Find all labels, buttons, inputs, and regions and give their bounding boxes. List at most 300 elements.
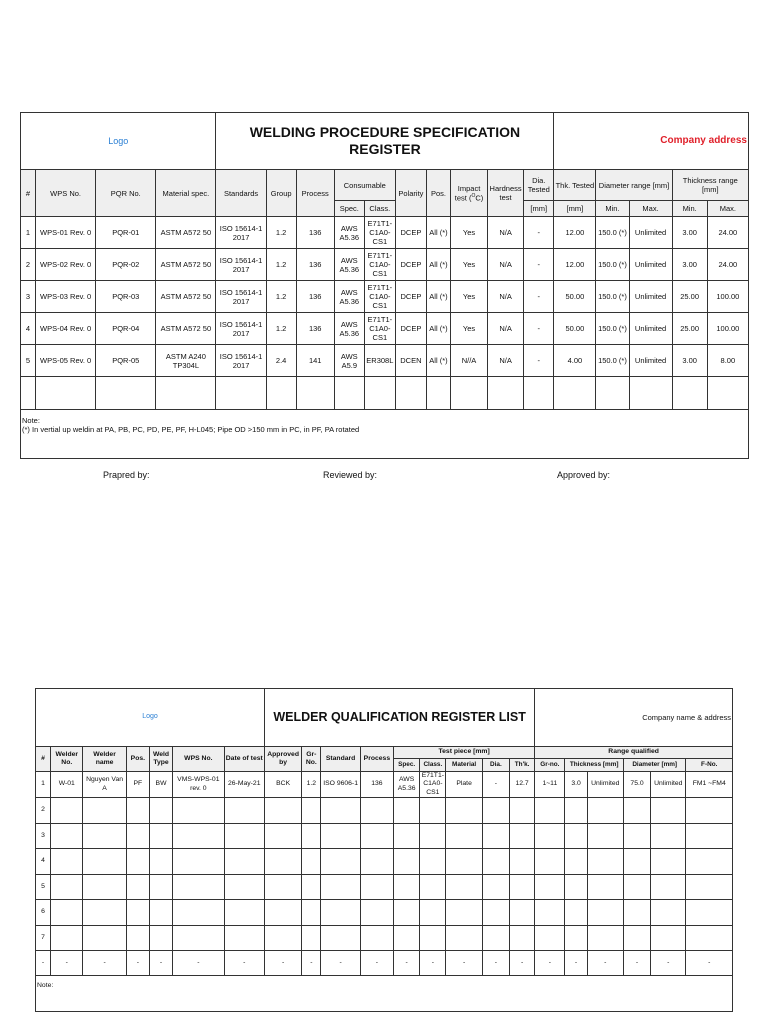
cell-material: [446, 849, 482, 875]
cell-process: 141: [296, 345, 334, 377]
cell-weld-type: [149, 823, 172, 849]
col-impact: Impact test ($^O$C): [450, 170, 487, 217]
cell-material: ASTM A572 50: [156, 249, 216, 281]
cell-pos: All (*): [426, 249, 450, 281]
cell-dia-min: 150.0 (*): [596, 217, 629, 249]
cell-class: ER308L: [364, 345, 395, 377]
col-dia-tested: Dia. Tested: [524, 170, 554, 201]
note-label: Note:: [36, 976, 733, 1012]
cell-no: 4: [21, 313, 36, 345]
cell-thk: [509, 900, 534, 926]
col-pos: Pos.: [426, 170, 450, 217]
cell-thk: [509, 798, 534, 824]
cell-pos: PF: [126, 772, 149, 798]
col-standards: Standards: [216, 170, 266, 217]
col-standard: Standard: [321, 747, 360, 772]
cell-pos: All (*): [426, 313, 450, 345]
cell-class: E71T1-C1A0-CS1: [364, 281, 395, 313]
cell-process: 136: [296, 217, 334, 249]
cell-standard: ISO 9606-1: [321, 772, 360, 798]
cell-no: 3: [36, 823, 51, 849]
col-wps-no: WPS No.: [173, 747, 224, 772]
cell-polarity: DCEN: [395, 345, 426, 377]
cell-thk-max: [587, 798, 623, 824]
cell-class: [420, 900, 446, 926]
note-row: [21, 410, 749, 459]
cell-f-no: [686, 925, 733, 951]
cell-welder-name: [83, 925, 126, 951]
cell-welder-no: [51, 849, 83, 875]
cell-date: [224, 798, 264, 824]
cell-thk-min: 25.00: [672, 313, 707, 345]
cell-spec: AWS A5.9: [334, 345, 364, 377]
cell-impact: N//A: [450, 345, 487, 377]
col-no: #: [36, 747, 51, 772]
table-row: [36, 849, 733, 875]
cell-process: 136: [360, 772, 393, 798]
cell-date: [224, 874, 264, 900]
col-dia-range: Diameter range [mm]: [596, 170, 672, 201]
cell-f-no: [686, 823, 733, 849]
cell-thk-min: 3.00: [672, 249, 707, 281]
cell-no: 1: [36, 772, 51, 798]
col-process: Process: [296, 170, 334, 217]
cell-thk: -: [509, 951, 534, 976]
cell-dia-max: Unlimited: [651, 772, 686, 798]
cell-range-gr-no: [535, 925, 565, 951]
cell-polarity: DCEP: [395, 281, 426, 313]
cell-weld-type: [149, 849, 172, 875]
cell-hardness: N/A: [488, 281, 524, 313]
col-group: Group: [266, 170, 296, 217]
cell-pos: [126, 849, 149, 875]
col-thk-tested: Thk. Tested: [554, 170, 596, 201]
cell-spec: [394, 900, 420, 926]
cell-standard: [321, 925, 360, 951]
cell-process: [360, 798, 393, 824]
cell-pqr-no: PQR-05: [96, 345, 156, 377]
cell-welder-name: [83, 798, 126, 824]
cell-wps-no: [173, 900, 224, 926]
cell-gr-no: [302, 798, 321, 824]
cell-thk-tested: 12.00: [554, 217, 596, 249]
col-class: Class.: [420, 759, 446, 772]
cell-thk-max: -: [587, 951, 623, 976]
cell-no: 2: [36, 798, 51, 824]
col-test-piece: Test piece [mm]: [394, 747, 535, 759]
cell-gr-no: [302, 874, 321, 900]
cell-dia: [482, 874, 509, 900]
cell-dia-tested: -: [524, 281, 554, 313]
company-name-address: Company name & address: [535, 689, 733, 747]
cell-thk-max: 24.00: [707, 249, 748, 281]
cell-wps-no: -: [173, 951, 224, 976]
note-label: Note:: [22, 416, 40, 425]
cell-dia-tested: -: [524, 345, 554, 377]
col-dia-unit: [mm]: [524, 201, 554, 217]
col-pqr-no: PQR No.: [96, 170, 156, 217]
cell-pqr-no: PQR-03: [96, 281, 156, 313]
cell-dia-max: [651, 823, 686, 849]
table-row-empty: [21, 377, 749, 410]
cell-thk-min: [565, 925, 587, 951]
cell-thk: [509, 823, 534, 849]
cell-impact: Yes: [450, 249, 487, 281]
cell-pos: [126, 823, 149, 849]
cell-dia-min: 150.0 (*): [596, 281, 629, 313]
col-thk-min: Min.: [672, 201, 707, 217]
cell-process: [360, 925, 393, 951]
cell-dia-min: 150.0 (*): [596, 249, 629, 281]
cell-standard: [321, 874, 360, 900]
approved-by-label: Approved by:: [557, 470, 611, 480]
cell-class: [420, 798, 446, 824]
col-wps-no: WPS No.: [36, 170, 96, 217]
cell-dia: -: [482, 772, 509, 798]
cell-f-no: -: [686, 951, 733, 976]
cell-dia-min: [623, 798, 650, 824]
cell-wps-no: WPS-04 Rev. 0: [36, 313, 96, 345]
cell-dia: [482, 798, 509, 824]
table-row: [36, 772, 733, 798]
col-dia-min: Min.: [596, 201, 629, 217]
cell-spec: AWS A5.36: [334, 217, 364, 249]
cell-date: 26-May-21: [224, 772, 264, 798]
cell-group: 1.2: [266, 217, 296, 249]
cell-weld-type: [149, 900, 172, 926]
cell-date: [224, 900, 264, 926]
cell-process: [360, 900, 393, 926]
cell-standards: ISO 15614-1 2017: [216, 281, 266, 313]
cell-standards: ISO 15614-1 2017: [216, 313, 266, 345]
cell-thk-max: [587, 823, 623, 849]
cell-pos: [126, 798, 149, 824]
cell-dia-min: -: [623, 951, 650, 976]
cell-standards: ISO 15614-1 2017: [216, 217, 266, 249]
cell-thk-min: [565, 798, 587, 824]
cell-wps-no: [173, 925, 224, 951]
cell-approved-by: [264, 925, 301, 951]
col-pos: Pos.: [126, 747, 149, 772]
cell-group: 1.2: [266, 249, 296, 281]
cell-dia-max: [651, 874, 686, 900]
col-process: Process: [360, 747, 393, 772]
cell-approved-by: BCK: [264, 772, 301, 798]
cell-dia-min: 75.0: [623, 772, 650, 798]
col-material: Material spec.: [156, 170, 216, 217]
cell-no: 5: [21, 345, 36, 377]
cell-date: [224, 925, 264, 951]
cell-spec: AWS A5.36: [334, 249, 364, 281]
cell-dia-tested: -: [524, 313, 554, 345]
col-thk-unit: [mm]: [554, 201, 596, 217]
cell-dia-max: Unlimited: [629, 217, 672, 249]
cell-dia-min: [623, 900, 650, 926]
cell-no: 4: [36, 849, 51, 875]
cell-thk-min: 3.0: [565, 772, 587, 798]
cell-wps-no: VMS-WPS-01 rev. 0: [173, 772, 224, 798]
cell-f-no: FM1 ~FM4: [686, 772, 733, 798]
cell-thk-max: 100.00: [707, 313, 748, 345]
cell-class: E71T1-C1A0-CS1: [421, 772, 444, 796]
cell-pos: [126, 874, 149, 900]
cell-material: -: [446, 951, 482, 976]
cell-range-gr-no: -: [535, 951, 565, 976]
cell-dia-max: Unlimited: [629, 281, 672, 313]
cell-thk-min: 25.00: [672, 281, 707, 313]
table-row: [21, 345, 749, 377]
cell-wps-no: WPS-01 Rev. 0: [36, 217, 96, 249]
table-row: [36, 798, 733, 824]
cell-thk-max: [587, 925, 623, 951]
logo-placeholder: Logo: [21, 113, 216, 170]
cell-approved-by: [264, 798, 301, 824]
cell-thk: [509, 874, 534, 900]
col-date: Date of test: [224, 747, 264, 772]
table-row: [21, 249, 749, 281]
table-row: [21, 313, 749, 345]
cell-weld-type: -: [149, 951, 172, 976]
table-row: [21, 217, 749, 249]
cell-thk: [509, 849, 534, 875]
cell-dia-tested: -: [524, 217, 554, 249]
cell-range-gr-no: [535, 849, 565, 875]
cell-no: 1: [21, 217, 36, 249]
cell-process: -: [360, 951, 393, 976]
cell-weld-type: BW: [149, 772, 172, 798]
cell-group: 1.2: [266, 281, 296, 313]
cell-spec: AWS A5.36: [334, 281, 364, 313]
cell-dia-min: [623, 925, 650, 951]
cell-dia-max: [651, 900, 686, 926]
cell-gr-no: [302, 849, 321, 875]
cell-impact: Yes: [450, 281, 487, 313]
cell-dia-max: Unlimited: [629, 313, 672, 345]
cell-f-no: [686, 798, 733, 824]
cell-material: [446, 874, 482, 900]
cell-group: 2.4: [266, 345, 296, 377]
prepared-by-label: Prapred by:: [103, 470, 150, 480]
col-spec: Spec.: [334, 201, 364, 217]
cell-gr-no: [302, 900, 321, 926]
cell-f-no: [686, 874, 733, 900]
cell-class: [420, 925, 446, 951]
cell-dia-max: [651, 925, 686, 951]
cell-welder-no: [51, 874, 83, 900]
cell-material: [446, 925, 482, 951]
table-row: [36, 874, 733, 900]
cell-material: [446, 798, 482, 824]
wps-header-row: [21, 113, 749, 170]
cell-approved-by: [264, 823, 301, 849]
cell-thk-max: 100.00: [707, 281, 748, 313]
col-gr-no: Gr-No.: [302, 747, 321, 772]
cell-range-gr-no: [535, 823, 565, 849]
cell-dia-min: [623, 874, 650, 900]
cell-spec: [394, 823, 420, 849]
cell-thk-min: 3.00: [672, 345, 707, 377]
cell-weld-type: [149, 874, 172, 900]
cell-thk-tested: 50.00: [554, 281, 596, 313]
cell-wps-no: WPS-05 Rev. 0: [36, 345, 96, 377]
col-thk-range: Thickness range [mm]: [672, 170, 748, 201]
reviewed-by-label: Reviewed by:: [323, 470, 378, 480]
cell-hardness: N/A: [488, 313, 524, 345]
cell-weld-type: [149, 925, 172, 951]
col-hardness: Hardness test: [488, 170, 524, 217]
cell-pqr-no: PQR-01: [96, 217, 156, 249]
cell-dia: [482, 925, 509, 951]
cell-material: [446, 900, 482, 926]
col-range-thickness: Thickness [mm]: [565, 759, 623, 772]
col-range-qualified: Range qualified: [535, 747, 733, 759]
col-approved-by: Approved by: [264, 747, 301, 772]
cell-approved-by: [264, 849, 301, 875]
cell-process: 136: [296, 281, 334, 313]
cell-material: ASTM A240 TP304L: [156, 345, 216, 377]
cell-standards: ISO 15614-1 2017: [216, 249, 266, 281]
cell-spec: [394, 874, 420, 900]
col-thk-max: Max.: [707, 201, 748, 217]
cell-standard: -: [321, 951, 360, 976]
cell-impact: Yes: [450, 313, 487, 345]
cell-pos: All (*): [426, 345, 450, 377]
cell-wps-no: [173, 849, 224, 875]
cell-material: Plate: [446, 772, 482, 798]
cell-dia-min: [623, 849, 650, 875]
cell-class: E71T1-C1A0-CS1: [364, 249, 395, 281]
cell-range-gr-no: [535, 874, 565, 900]
cell-dia-max: -: [651, 951, 686, 976]
cell-no: -: [36, 951, 51, 976]
cell-approved-by: -: [264, 951, 301, 976]
cell-approved-by: [264, 874, 301, 900]
cell-standard: [321, 900, 360, 926]
cell-spec: [394, 925, 420, 951]
cell-hardness: N/A: [488, 217, 524, 249]
cell-thk-min: -: [565, 951, 587, 976]
cell-welder-no: [51, 823, 83, 849]
cell-thk-min: [565, 900, 587, 926]
cell-thk-tested: 4.00: [554, 345, 596, 377]
cell-wps-no: WPS-02 Rev. 0: [36, 249, 96, 281]
page-title: WELDING PROCEDURE SPECIFICATION REGISTER: [216, 113, 554, 170]
cell-no: 3: [21, 281, 36, 313]
cell-weld-type: [149, 798, 172, 824]
col-welder-no: Welder No.: [51, 747, 83, 772]
cell-thk-min: 3.00: [672, 217, 707, 249]
table-row: [36, 823, 733, 849]
cell-pos: All (*): [426, 217, 450, 249]
cell-welder-no: [51, 925, 83, 951]
cell-welder-no: -: [51, 951, 83, 976]
company-address: Company address: [554, 113, 749, 170]
cell-dia-tested: -: [524, 249, 554, 281]
col-no: #: [21, 170, 36, 217]
cell-thk-min: [565, 849, 587, 875]
cell-spec: -: [394, 951, 420, 976]
cell-thk-max: 8.00: [707, 345, 748, 377]
cell-process: [360, 874, 393, 900]
table-row: [36, 951, 733, 976]
cell-pos: [126, 925, 149, 951]
cell-date: -: [224, 951, 264, 976]
cell-dia: [482, 823, 509, 849]
col-polarity: Polarity: [395, 170, 426, 217]
cell-polarity: DCEP: [395, 217, 426, 249]
cell-material: ASTM A572 50: [156, 217, 216, 249]
note-row: [36, 976, 733, 1012]
cell-welder-no: [51, 900, 83, 926]
cell-hardness: N/A: [488, 345, 524, 377]
cell-thk-tested: 50.00: [554, 313, 596, 345]
cell-approved-by: [264, 900, 301, 926]
cell-gr-no: [302, 823, 321, 849]
cell-polarity: DCEP: [395, 313, 426, 345]
col-spec: Spec.: [394, 759, 420, 772]
cell-class: -: [420, 951, 446, 976]
cell-pos: [126, 900, 149, 926]
cell-class: [420, 823, 446, 849]
cell-thk: [509, 925, 534, 951]
cell-no: 7: [36, 925, 51, 951]
cell-f-no: [686, 849, 733, 875]
cell-class: E71T1-C1A0-CS1: [364, 313, 395, 345]
cell-no: 2: [21, 249, 36, 281]
cell-thk-min: [565, 874, 587, 900]
col-thk: Th'k.: [509, 759, 534, 772]
cell-dia: [482, 900, 509, 926]
cell-welder-name: [83, 823, 126, 849]
wps-register-table: [20, 112, 749, 459]
cell-process: [360, 823, 393, 849]
col-welder-name: Welder name: [83, 747, 126, 772]
cell-wps-no: [173, 798, 224, 824]
cell-thk-min: [565, 823, 587, 849]
cell-dia: [482, 849, 509, 875]
cell-thk-max: [587, 874, 623, 900]
wq-header-row: [36, 689, 733, 747]
cell-group: 1.2: [266, 313, 296, 345]
cell-dia-max: Unlimited: [629, 345, 672, 377]
cell-material: [446, 823, 482, 849]
cell-spec: [394, 849, 420, 875]
cell-range-gr-no: [535, 798, 565, 824]
cell-thk-max: 24.00: [707, 217, 748, 249]
cell-welder-no: W-01: [51, 772, 83, 798]
col-weld-type: Weld Type: [149, 747, 172, 772]
cell-dia-max: [651, 798, 686, 824]
cell-date: [224, 849, 264, 875]
col-f-no: F-No.: [686, 759, 733, 772]
col-dia-max: Max.: [629, 201, 672, 217]
cell-class: [420, 849, 446, 875]
cell-material: ASTM A572 50: [156, 281, 216, 313]
cell-dia-min: [623, 823, 650, 849]
cell-dia-max: [651, 849, 686, 875]
cell-gr-no: 1.2: [302, 772, 321, 798]
cell-standard: [321, 823, 360, 849]
cell-gr-no: -: [302, 951, 321, 976]
table-row: [36, 900, 733, 926]
cell-no: 6: [36, 900, 51, 926]
cell-range-gr-no: 1~11: [535, 772, 565, 798]
cell-standard: [321, 849, 360, 875]
table-row: [21, 281, 749, 313]
cell-thk: 12.7: [509, 772, 534, 798]
cell-thk-max: [587, 849, 623, 875]
cell-wps-no: WPS-03 Rev. 0: [36, 281, 96, 313]
